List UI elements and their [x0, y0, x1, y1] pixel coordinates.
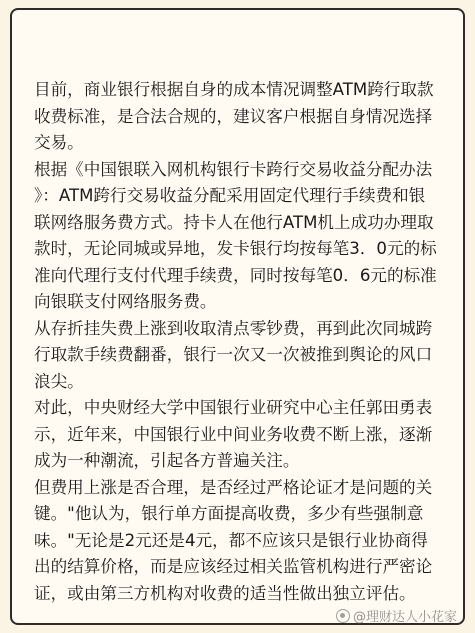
text-line: 但费用上涨是否合理，是否经过严格论证才是问题的关	[34, 477, 433, 497]
text-line: 交易。	[34, 133, 84, 152]
text-line: 从存折挂失费上涨到收取清点零钞费，再到此次同城跨	[34, 318, 433, 338]
text-line: 收费标准，是合法合规的，建议客户根据自身情况选择	[34, 106, 433, 126]
watermark-text: @理财达人小花家	[352, 610, 457, 625]
text-line: 成为一种潮流，引起各方普遍关注。	[34, 451, 300, 470]
text-line: 准向代理行支付代理手续费，同时按每笔0．6元的标准	[34, 265, 437, 285]
paragraph-5	[34, 475, 446, 608]
text-line: 对此，中央财经大学中国银行业研究中心主任郭田勇表	[34, 398, 433, 417]
text-line: 》：ATM跨行交易收益分配采用固定代理行手续费和银	[34, 186, 426, 205]
paragraph-1	[34, 77, 446, 157]
text-line: 出的结算价格，而是应该经过相关监管机构进行严密论	[34, 557, 433, 576]
text-line: 根据《中国银联入网机构银行卡跨行交易收益分配办法	[34, 159, 433, 179]
text-line: 证，或由第三方机构对收费的适当性做出独立评估。	[34, 583, 416, 603]
text-line: 键。"他认为，银行单方面提高收费，多少有些强制意	[34, 504, 424, 523]
text-line: 款时，无论同城或异地，发卡银行均按每笔3．0元的标	[34, 239, 437, 258]
paragraph-3	[34, 316, 446, 396]
paragraph-2	[34, 157, 446, 316]
text-line: 浪尖。	[34, 371, 84, 391]
text-line: 向银联支付网络服务费。	[34, 292, 217, 311]
paragraph-4	[34, 395, 446, 475]
watermark	[336, 606, 457, 625]
text-line: 联网络服务费方式。持卡人在他行ATM机上成功办理取	[34, 212, 434, 232]
text-line: 味。"无论是2元还是4元，都不应该只是银行业协商得	[34, 530, 428, 550]
text-line: 行取款手续费翻番，银行一次又一次被推到舆论的风口	[34, 345, 433, 364]
circle-logo-icon	[336, 609, 350, 623]
article-body	[34, 77, 446, 607]
text-line: 目前，商业银行根据自身的成本情况调整ATM跨行取款	[34, 80, 434, 99]
text-line: 示，近年来，中国银行业中间业务收费不断上涨，逐渐	[34, 424, 433, 444]
